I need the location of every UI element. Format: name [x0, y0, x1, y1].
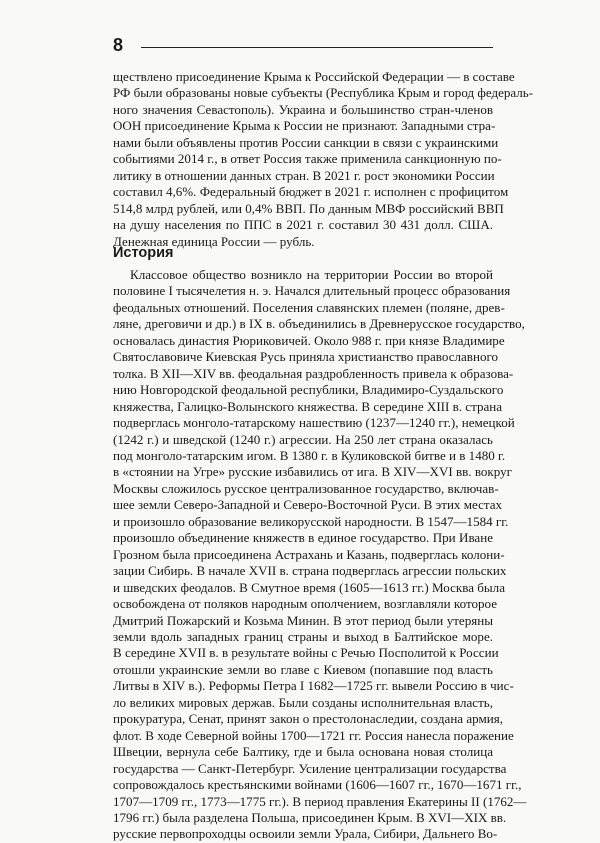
text-line: ООН присоединение Крыма к России не признают. Западными стра- — [113, 118, 496, 134]
text-line: земли вдоль западных границ страны и выход в Балтийское море. — [113, 628, 493, 644]
text-line: Святославовиче Киевская Русь приняла христианство православного — [113, 349, 499, 365]
text-line: ного значения Севастополь). Украина и большинство стран-членов — [113, 101, 493, 117]
text-line: Литвы в XIV в.). Реформы Петра I 1682—1725 гг. вывели Россию в чис- — [113, 678, 514, 694]
text-line: русские первопроходцы освоили земли Урала, Сибири, Дальнего Во- — [113, 826, 498, 842]
history-paragraph — [113, 267, 527, 843]
text-line: освобождена от поляков народным ополчением, возглавляли которое — [113, 596, 498, 612]
text-line: произошло объединение княжеств в единое государство. При Иване — [113, 530, 493, 546]
text-line: прокуратура, Сенат, принят закон о престолонаследии, создана армия, — [113, 711, 503, 727]
text-line: Грозном была присоединена Астрахань и Казань, подверглась колони- — [113, 546, 505, 562]
text-line: зации Сибирь. В начале XVII в. страна подверглась агрессии польских — [113, 563, 507, 579]
text-line: на душу населения по ППС в 2021 г. составил 30 431 долл. США. — [113, 217, 493, 233]
text-line: 1796 гг.) была разделена Польша, присоединен Крым. В XVI—XIX вв. — [113, 809, 507, 825]
text-line: литику в отношении данных стран. В 2021 г. рост экономики России — [113, 167, 495, 183]
page-header — [113, 34, 493, 60]
text-line: отошли украинские земли во главе с Киевом (попавшие под власть — [113, 661, 493, 677]
text-line: половине I тысячелетия н. э. Начался длительный процесс образования — [113, 283, 511, 299]
text-line: и шведских феодалов. В Смутное время (1605—1613 гг.) Москва была — [113, 579, 505, 595]
text-line: феодальных отношений. Поселения славянских племен (поляне, древ- — [113, 299, 505, 315]
text-line: подверглась монголо-татарскому нашествию (1237—1240 гг.), немецкой — [113, 415, 515, 431]
text-line: государства — Санкт-Петербург. Усиление централизации государства — [113, 760, 507, 776]
text-line: толка. В XII—XIV вв. феодальная раздробленность привела к образова- — [113, 365, 514, 381]
text-line: 514,8 млрд рублей, или 0,4% ВВП. По данным МВФ российский ВВП — [113, 200, 504, 216]
text-line: Денежная единица России — рубль. — [113, 233, 315, 249]
text-line: флот. В ходе Северной войны 1700—1721 гг. Россия нанесла поражение — [113, 727, 514, 743]
header-rule — [141, 47, 493, 48]
text-line: 1707—1709 гг., 1773—1775 гг.). В период правления Екатерины II (1762— — [113, 793, 527, 809]
text-line: нию Новгородской феодальной республики, Владимиро-Суздальского — [113, 382, 504, 398]
page-number: 8 — [113, 35, 124, 55]
text-line: основалась династия Рюриковичей. Около 988 г. при князе Владимире — [113, 332, 505, 348]
text-line: и произошло образование великорусской народности. В 1547—1584 гг. — [113, 513, 509, 529]
section-heading: История — [113, 245, 174, 261]
text-line: в «стоянии на Угре» русские избавились от ига. В XIV—XVI вв. вокруг — [113, 464, 512, 480]
text-line: В середине XVII в. в результате войны с Речью Посполитой к России — [113, 645, 499, 661]
text-line: составил 4,6%. Федеральный бюджет в 2021 г. исполнен с профицитом — [113, 184, 509, 200]
text-line: ществлено присоединение Крыма к Российской Федерации — в составе — [113, 69, 515, 84]
text-line: Классовое общество возникло на территории России во второй — [130, 267, 493, 282]
text-line: шее земли Северо-Западной и Северо-Восточной Руси. В этих местах — [113, 497, 503, 513]
text-line: под монголо-татарским игом. В 1380 г. в Куликовской битве и в 1480 г. — [113, 447, 506, 463]
text-line: сопровождалось крестьянскими войнами (1606—1607 гг., 1670—1671 гг., — [113, 777, 522, 793]
text-line: (1242 г.) и шведской (1240 г.) агрессии. На 250 лет страна оказалась — [113, 431, 493, 447]
intro-paragraph — [113, 69, 534, 250]
text-line: событиями 2014 г., в ответ Россия также применила санкционную по- — [113, 151, 502, 167]
text-line: княжества, Галицко-Волынского княжества. В середине XIII в. страна — [113, 398, 503, 414]
text-line: ло великих мировых держав. Были созданы исполнительная власть, — [113, 694, 493, 710]
text-line: нами были объявлены против России санкции в связи с украинскими — [113, 134, 499, 150]
text-line: Москвы сложилось русское централизованное государство, включав- — [113, 480, 499, 496]
text-line: Дмитрий Пожарский и Козьма Минин. В этот период были утеряны — [113, 612, 493, 628]
text-line: РФ были образованы новые субъекты (Республика Крым и город федераль- — [113, 85, 534, 101]
text-line: ляне, дреговичи и др.) в IX в. объединились в Древнерусское государство, — [113, 316, 525, 332]
text-line: Швеции, вернула себе Балтику, где и была основана новая столица — [113, 744, 493, 760]
